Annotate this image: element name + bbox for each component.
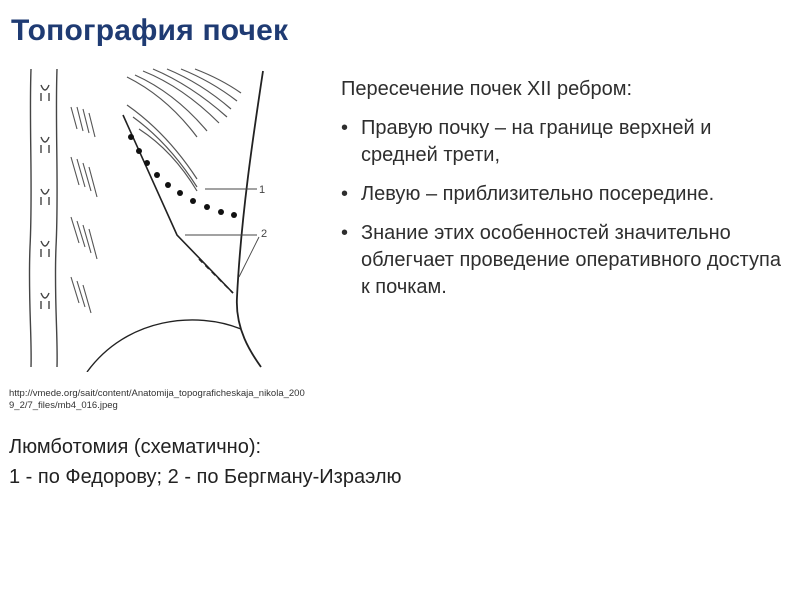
bullet-text: Знание этих особенностей значительно облегчает проведение оперативного доступа к почкам. — [361, 222, 782, 298]
intro-text: Пересечение почек XII ребром: — [341, 78, 633, 100]
leader-line-2b — [239, 237, 259, 277]
text-block — [341, 76, 781, 313]
source-url: http://vmede.org/sait/content/Anatomija_topograficheskaja_nikola_2009_2/7_files/mb4_016.jpeg — [9, 388, 305, 411]
bullet-list — [341, 115, 781, 301]
spine-drawing — [29, 69, 57, 367]
muscle-hatching-left — [71, 107, 97, 313]
incision-line — [123, 115, 233, 293]
slide-title: Топография почек — [11, 14, 289, 47]
bullet-glyph: • — [341, 117, 349, 139]
lumbotomy-diagram — [27, 67, 271, 372]
iliac-crest — [87, 320, 241, 372]
bullet-glyph: • — [341, 183, 349, 205]
list-item — [341, 220, 781, 301]
callout-label-1: 1 — [259, 184, 266, 196]
caption-line-2: 1 - по Федорову; 2 - по Бергману-Израэлю — [9, 466, 402, 488]
bullet-text: Левую – приблизительно посередине. — [361, 183, 715, 205]
rib-hatching — [127, 69, 241, 191]
list-item — [341, 115, 781, 169]
figure-caption — [9, 432, 629, 492]
bullet-text: Правую почку – на границе верхней и средней трети, — [361, 117, 712, 166]
bullet-glyph: • — [341, 222, 349, 244]
dotted-rib-line — [128, 134, 237, 218]
caption-line-1: Люмботомия (схематично): — [9, 436, 262, 458]
body-contour — [237, 71, 266, 367]
list-item — [341, 181, 781, 208]
callout-label-2: 2 — [261, 228, 268, 240]
